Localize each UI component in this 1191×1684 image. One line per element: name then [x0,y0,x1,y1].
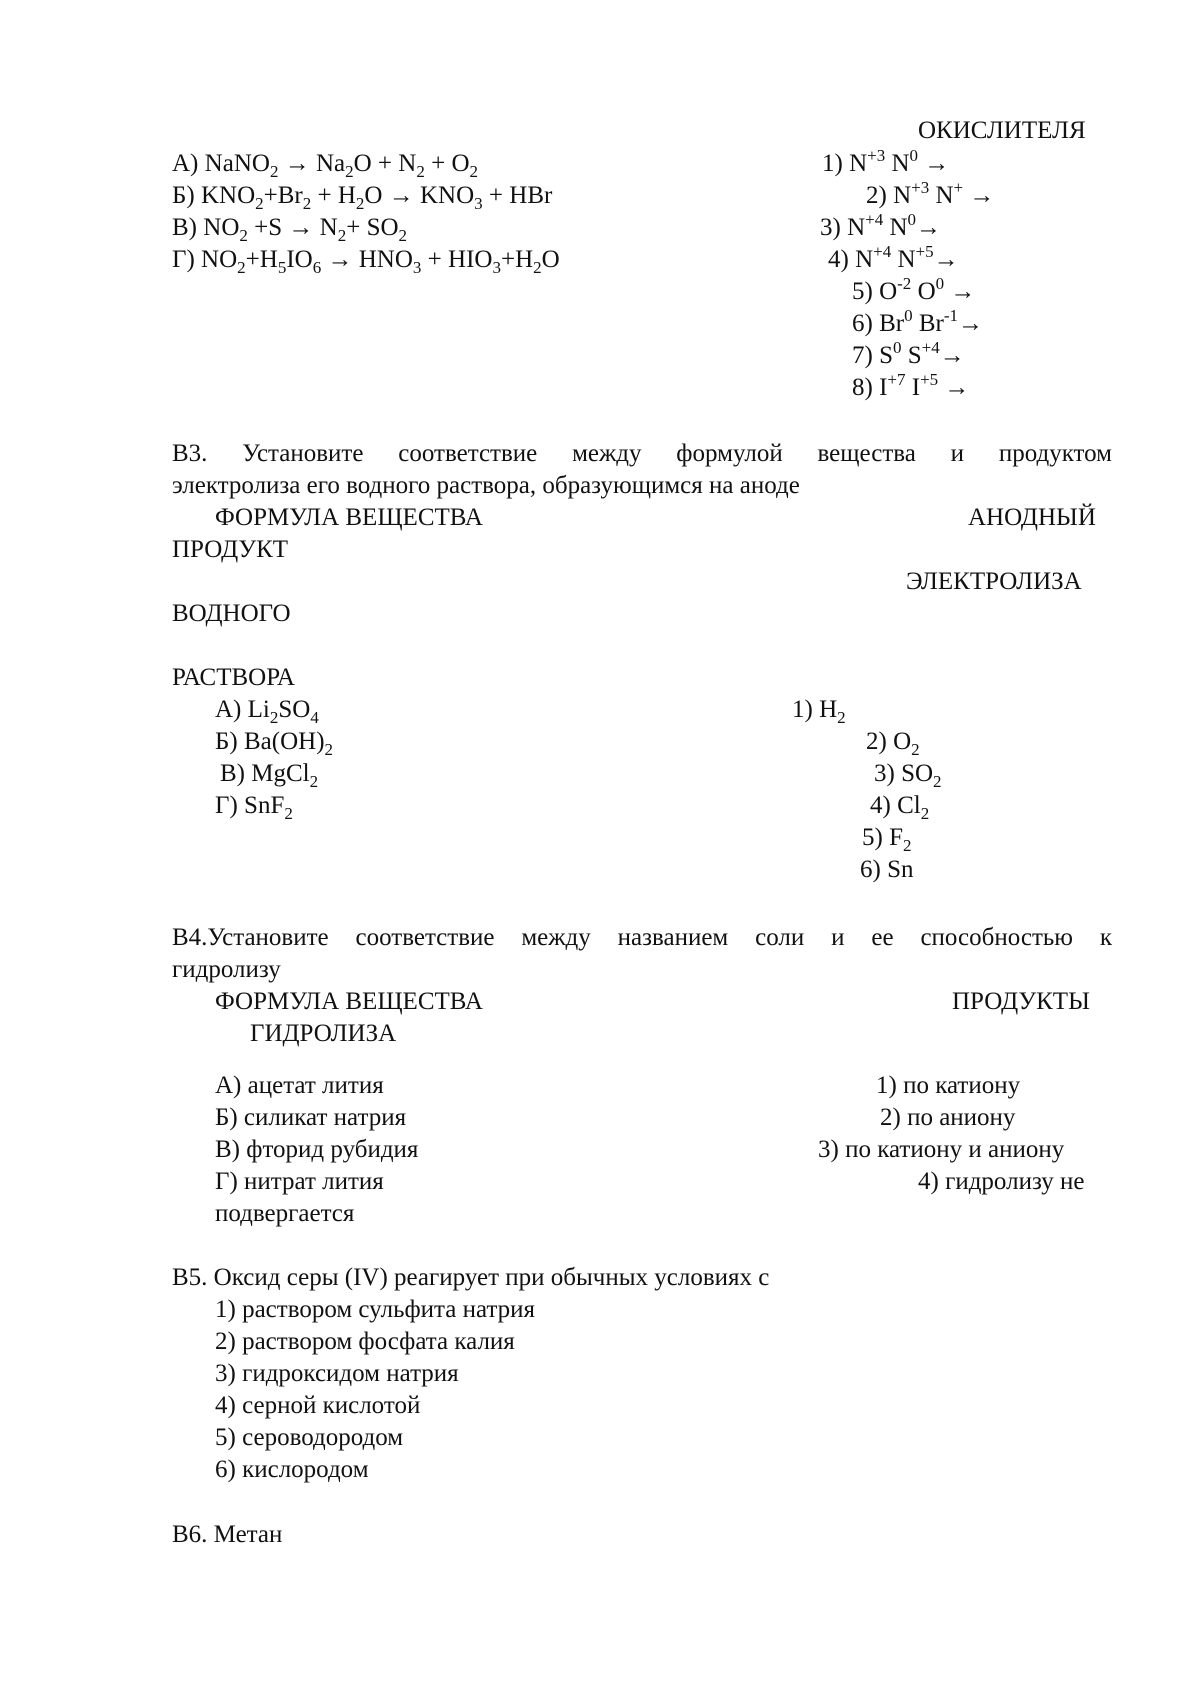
oxidation-change-6-text: Br$^0$ $Br^{-1}\to$ [879,306,983,337]
b4-question-line1: В4.Установите соответствие между названием соли и ее способностью к [172,924,1112,951]
b5-option-1: 1) раствором сульфита натрия [215,1296,536,1323]
reaction-a-formula: NaNO$_2$ → $Na_2O + N_2 + O_2$ [204,150,479,181]
b3-product-3-formula: $SO_2$ [901,760,942,791]
b3-product-6-formula: Sn [887,856,914,883]
b3-product-2-formula: $O_2$ [893,728,920,759]
b3-question-line2: электролиза его водного раствора, образующимся на аноде [172,472,800,499]
oxidation-change-4: 4) $N^{+4}$ $N^{+5}\to$ [828,242,959,273]
b3-right-header-4: ВОДНОГО [172,600,291,627]
b5-option-6: 6) кислородом [215,1456,369,1483]
reaction-c: В) $NO_2 +S \to N_2+ SO_2$ [172,214,408,245]
b4-salt-d-continuation: подвергается [215,1200,355,1227]
oxidation-change-7-text: $S^0$ $S^{+4}\to$ [879,338,965,369]
b3-product-6: 6) Sn [860,856,914,883]
b3-substance-c-formula: MgCl$_2$ [251,760,319,791]
b4-right-header-2: ГИДРОЛИЗА [250,1020,397,1047]
b4-left-header: ФОРМУЛА ВЕЩЕСТВА [215,988,483,1015]
b4-option-2: 2) по аниону [880,1104,1016,1131]
oxidation-change-3: 3) $N^{+4}$ $N^0\to$ [820,210,942,241]
b3-left-header: ФОРМУЛА ВЕЩЕСТВА [215,504,483,531]
b4-option-1: 1) по катиону [876,1072,1021,1099]
reaction-b-formula: $KNO_2+Br_2 + H_2O \to KNO_3$ + HBr [200,182,553,213]
b4-salt-d: Г) нитрат лития [215,1168,384,1195]
b3-product-3: 3) $SO_2$ [874,760,942,791]
oxidation-change-2-text: $N^{+3}$ N+ → [893,178,995,209]
reaction-c-formula: $NO_2 +S \to N_2+ SO_2$ [203,214,408,245]
reaction-d-formula: $NO_2+H_5IO_6 \to HNO_3 + HIO_3+H_2O$ [201,246,560,277]
b5-question: В5. Оксид серы (IV) реагирует при обычных условиях с [172,1264,770,1291]
b5-option-3: 3) гидроксидом натрия [215,1360,459,1387]
b3-substance-a: А) $Li_2SO_4$ [215,696,319,727]
oxidation-change-1-text: $N^{+3}$ $N^0$ → [849,146,950,177]
b3-product-1-formula: $H_2$ [819,696,846,727]
oxidation-change-6: 6) Br$^0$ $Br^{-1}\to$ [852,306,983,337]
b4-option-4: 4) гидролизу не [918,1168,1085,1195]
b6-question: В6. Метан [172,1521,283,1548]
b5-option-5: 5) сероводородом [215,1424,404,1451]
b4-option-3: 3) по катиону и аниону [818,1136,1065,1163]
oxidation-change-7: 7) $S^0$ $S^{+4}\to$ [852,338,965,369]
reaction-b: Б) $KNO_2+Br_2 + H_2O \to KNO_3$ + HBr [172,182,553,213]
b5-option-4: 4) серной кислотой [215,1392,421,1419]
oxidation-change-5-text: $O^{-2}$ $O^0$ → [879,274,976,305]
b3-right-header-3: ЭЛЕКТРОЛИЗА [906,568,1082,595]
oxidant-column-header: ОКИСЛИТЕЛЯ [918,117,1086,144]
reaction-d: Г) $NO_2+H_5IO_6 \to HNO_3 + HIO_3+H_2O$ [172,246,560,277]
b3-product-4-formula: $Cl_2$ [897,792,930,823]
oxidation-change-4-text: $N^{+4}$ $N^{+5}\to$ [855,242,959,273]
b3-right-header-2: ПРОДУКТ [172,536,289,563]
oxidation-change-1: 1) $N^{+3}$ $N^0$ → [822,146,950,177]
reaction-a: А) NaNO$_2$ → $Na_2O + N_2 + O_2$ [172,150,479,181]
b3-substance-b-formula: $Ba(OH)_2$ [243,728,334,759]
b3-product-2: 2) $O_2$ [866,728,920,759]
b3-substance-c: В) MgCl$_2$ [220,760,319,791]
b4-salt-c: В) фторид рубидия [215,1136,419,1163]
b4-right-header-1: ПРОДУКТЫ [952,988,1090,1015]
oxidation-change-2: 2) $N^{+3}$ N+ → [866,178,995,209]
b3-right-header-5: РАСТВОРА [172,664,295,691]
b3-product-5: 5) $F_2$ [862,824,912,855]
b3-product-4: 4) $Cl_2$ [870,792,930,823]
b4-question-line2: гидролизу [172,956,281,983]
b3-right-header-1: АНОДНЫЙ [968,504,1096,531]
b3-product-1: 1) $H_2$ [792,696,846,727]
oxidation-change-3-text: $N^{+4}$ $N^0\to$ [847,210,942,241]
b4-salt-a: А) ацетат лития [215,1072,384,1099]
oxidation-change-8-text: $I^{+7}$ $I^{+5}$ → [879,370,970,401]
b3-question-line1: В3. Установите соответствие между формулой вещества и продуктом [172,440,1112,467]
b3-substance-b: Б) $Ba(OH)_2$ [215,728,334,759]
oxidation-change-5: 5) $O^{-2}$ $O^0$ → [852,274,976,305]
b3-substance-d: Г) SnF$_2$ [215,792,293,823]
b3-product-5-formula: $F_2$ [889,824,912,855]
b3-substance-d-formula: SnF$_2$ [244,792,293,823]
b4-salt-b: Б) силикат натрия [215,1104,407,1131]
oxidation-change-8: 8) $I^{+7}$ $I^{+5}$ → [852,370,970,401]
b5-option-2: 2) раствором фосфата калия [215,1328,515,1355]
b3-substance-a-formula: $Li_2SO_4$ [247,696,319,727]
